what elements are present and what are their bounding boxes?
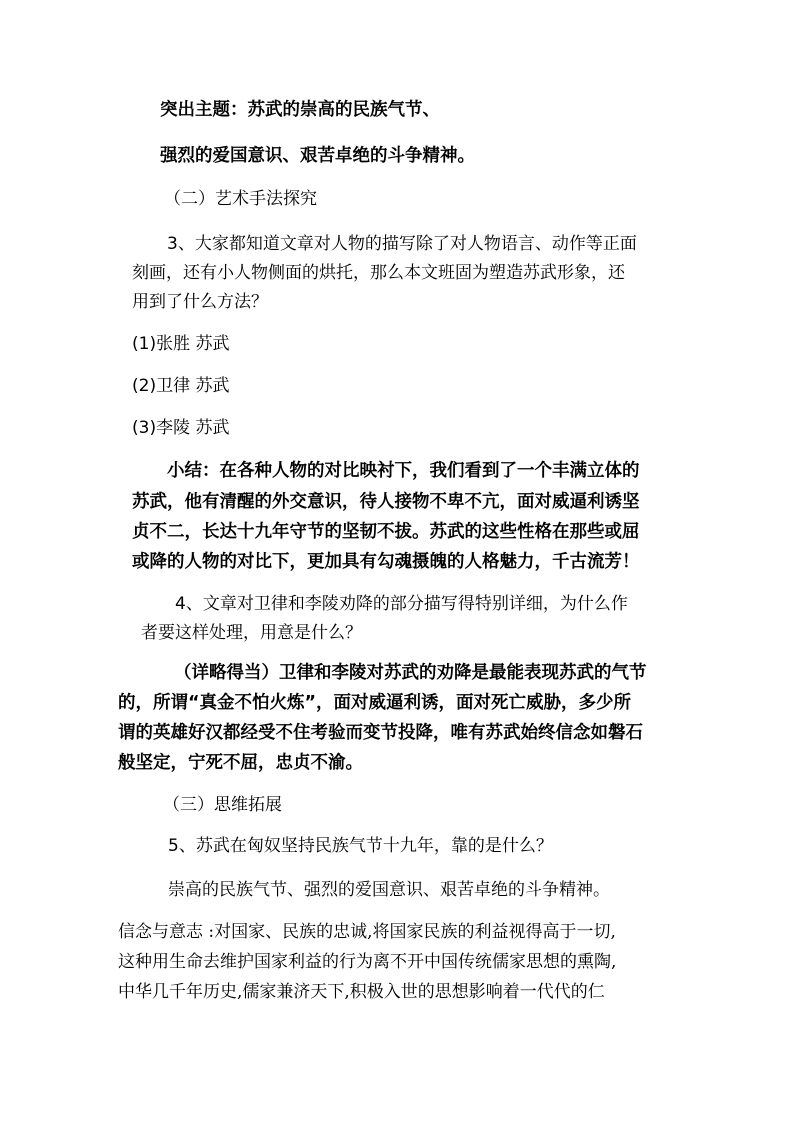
question-4-line-1: 4、文章对卫律和李陵劝降的部分描写得特别详细，为什么作 [175,594,628,614]
summary-line-2: 苏武，他有清醒的外交意识，待人接物不卑不亢，面对威逼利诱坚 [132,492,640,512]
question-3-line-1: 3、大家都知道文章对人物的描写除了对人物语言、动作等正面 [167,234,637,254]
belief-line-3: 中华几千年历史,儒家兼济天下,积极入世的思想影响着一代代的仁 [118,982,605,1002]
belief-line-1: 信念与意志 :对国家、民族的忠诚,将国家民族的利益视得高于一切, [118,922,616,942]
question-3-line-2: 刻画，还有小人物侧面的烘托，那么本文班固为塑造苏武形象，还 [132,263,625,283]
comparison-item-2: (2)卫律 苏武 [132,376,230,396]
theme-line-1: 突出主题：苏武的崇高的民族气节、 [160,100,440,120]
summary-line-3: 贞不二，长达十九年守节的坚韧不拔。苏武的这些性格在那些或屈 [132,522,640,542]
answer-4-line-1: （详略得当）卫律和李陵对苏武的劝降是最能表现苏武的气节 [174,663,647,683]
answer-4-line-2: 的，所谓“真金不怕火炼”，面对威逼利诱，面对死亡威胁，多少所 [118,693,632,713]
section-3-heading: （三）思维拓展 [163,795,282,815]
summary-line-1: 小结：在各种人物的对比映衬下，我们看到了一个丰满立体的 [167,461,640,481]
belief-line-2: 这种用生命去维护国家利益的行为离不开中国传统儒家思想的熏陶, [118,952,617,972]
question-5: 5、苏武在匈奴坚持民族气节十九年，靠的是什么？ [168,836,553,856]
answer-4-line-3: 谓的英雄好汉都经受不住考验而变节投降，唯有苏武始终信念如磐石 [118,723,643,743]
section-2-heading: （二）艺术手法探究 [164,189,317,209]
comparison-item-1: (1)张胜 苏武 [132,334,230,354]
summary-line-4: 或降的人物的对比下，更加具有勾魂摄魄的人格魅力，千古流芳！ [132,552,640,572]
comparison-item-3: (3)李陵 苏武 [132,418,230,438]
answer-4-line-4: 般坚定，宁死不屈，忠贞不渝。 [118,753,363,773]
theme-line-2: 强烈的爱国意识、艰苦卓绝的斗争精神。 [160,146,475,166]
question-3-line-3: 用到了什么方法？ [132,292,268,312]
answer-5: 崇高的民族气节、强烈的爱国意识、艰苦卓绝的斗争精神。 [168,880,610,900]
question-4-line-2: 者要这样处理，用意是什么？ [141,623,362,643]
